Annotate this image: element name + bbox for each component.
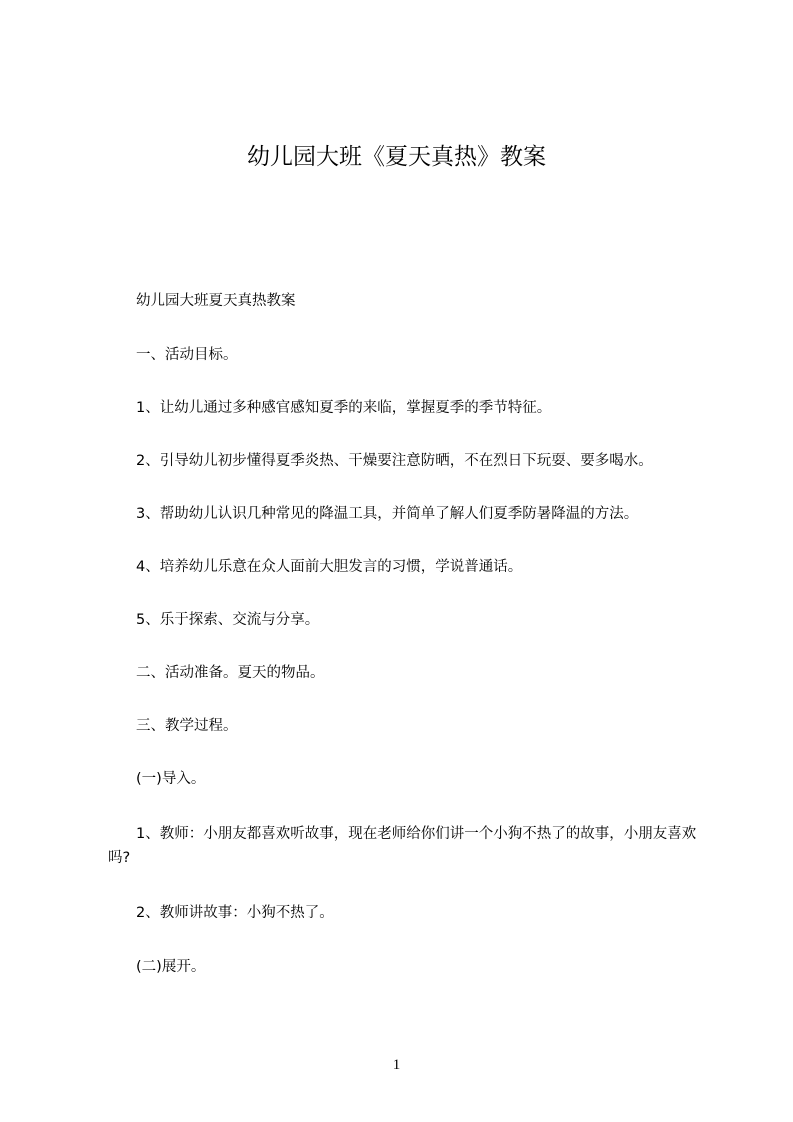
- paragraph-intro-heading: (一)导入。: [136, 771, 206, 787]
- paragraph-section-goals: 一、活动目标。: [136, 347, 238, 363]
- paragraph-section-prep: 二、活动准备。夏天的物品。: [136, 665, 325, 681]
- paragraph-goal-4: 4、培养幼儿乐意在众人面前大胆发言的习惯，学说普通话。: [136, 559, 523, 575]
- paragraph-intro-step-1: 1、教师：小朋友都喜欢听故事，现在老师给你们讲一个小狗不热了的故事，小朋友喜欢吗?: [108, 826, 697, 866]
- paragraph-expand-heading: (二)展开。: [136, 959, 206, 975]
- paragraph-intro-step-2: 2、教师讲故事：小狗不热了。: [136, 905, 334, 921]
- paragraph-goal-1: 1、让幼儿通过多种感官感知夏季的来临，掌握夏季的季节特征。: [136, 400, 552, 416]
- page-number: 1: [392, 1057, 401, 1073]
- paragraph-goal-3: 3、帮助幼儿认识几种常见的降温工具，并简单了解人们夏季防暑降温的方法。: [136, 506, 639, 522]
- document-title: 幼儿园大班《夏天真热》教案: [247, 144, 546, 170]
- paragraph-goal-2: 2、引导幼儿初步懂得夏季炎热、干燥要注意防晒，不在烈日下玩耍、要多喝水。: [136, 453, 653, 469]
- paragraph-section-process: 三、教学过程。: [136, 718, 238, 734]
- paragraph-subtitle: 幼儿园大班夏天真热教案: [136, 293, 296, 309]
- paragraph-goal-5: 5、乐于探索、交流与分享。: [136, 612, 320, 628]
